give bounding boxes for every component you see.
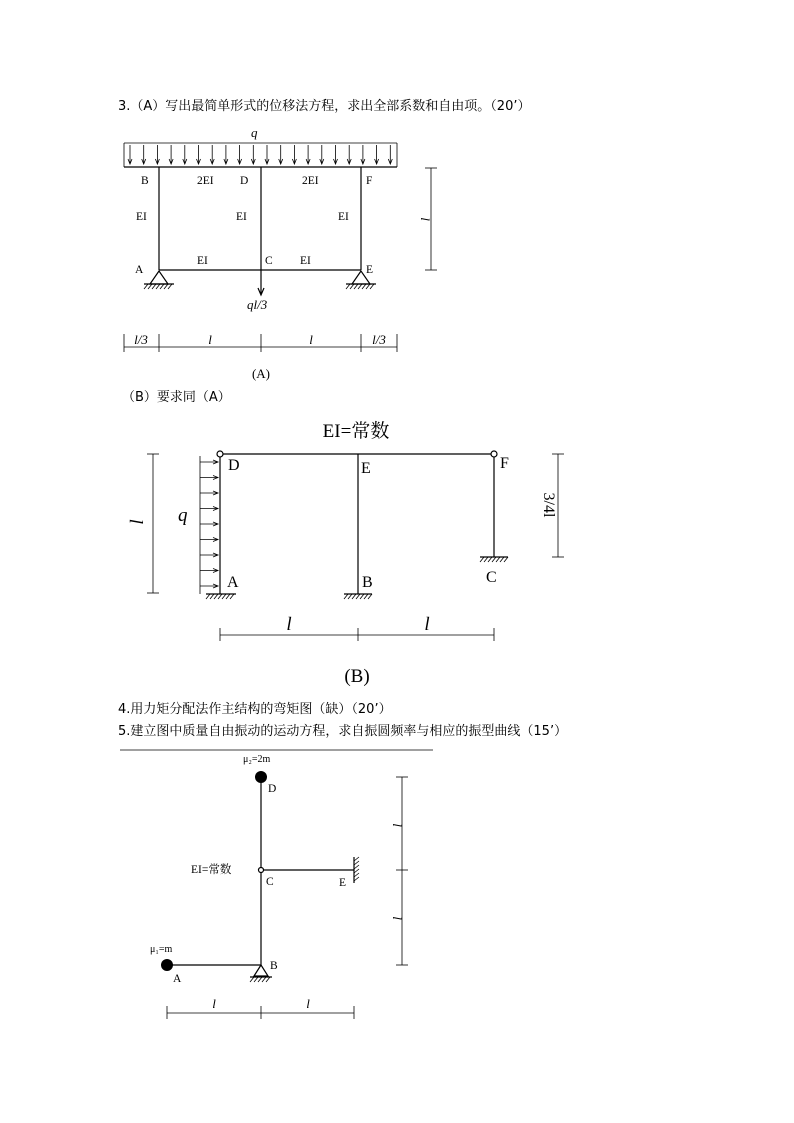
hatch-line <box>210 594 214 599</box>
dimension-label: l/3 <box>372 332 386 347</box>
dimension-label: l <box>306 996 310 1011</box>
hatch-line <box>500 557 504 562</box>
dimension-right <box>390 777 408 965</box>
node-label-c: C <box>266 876 274 888</box>
hatch-line <box>354 857 359 861</box>
node-label-a: A <box>135 264 144 276</box>
hatch-line <box>152 284 156 289</box>
load-arrow <box>279 145 283 164</box>
dimension-left <box>127 454 159 593</box>
dimension-label: l <box>424 614 430 635</box>
point-load-label: ql/3 <box>247 297 268 312</box>
hatch-line <box>214 594 218 599</box>
hatch-line <box>360 594 364 599</box>
stiffness-label-ef: EI <box>338 211 349 223</box>
hatch-line <box>358 284 362 289</box>
load-arrow <box>200 553 218 557</box>
dimension-bottom <box>124 332 397 352</box>
dimension-label: 3/4l <box>540 492 557 518</box>
fixed-wall-e <box>354 857 359 883</box>
hatch-line <box>488 557 492 562</box>
dimension-label: l <box>286 614 292 635</box>
node-label-d: D <box>240 175 249 187</box>
hatch-line <box>254 977 258 982</box>
node-label-a: A <box>173 973 182 985</box>
load-arrow <box>128 145 132 164</box>
load-arrow <box>251 145 255 164</box>
question-3b-text: （B）要求同（A） <box>122 390 231 405</box>
node-label-c: C <box>265 255 273 267</box>
hatch-line <box>344 594 348 599</box>
stiffness-note: EI=常数 <box>322 421 390 442</box>
stiffness-label-bd: 2EI <box>197 175 214 187</box>
hatch-line <box>262 977 266 982</box>
hatch-line <box>168 284 172 289</box>
node-label-e: E <box>361 460 371 477</box>
load-arrow <box>388 145 392 164</box>
load-arrow <box>306 145 310 164</box>
hatch-line <box>484 557 488 562</box>
figure-a <box>124 125 437 381</box>
hinge-d <box>217 451 223 457</box>
dimension-label: l <box>390 916 405 920</box>
hatch-line <box>206 594 210 599</box>
question-4-text: 4.用力矩分配法作主结构的弯矩图（缺）（20’） <box>118 702 392 717</box>
hatch-line <box>148 284 152 289</box>
pin-support-a <box>144 271 174 289</box>
hatch-line <box>496 557 500 562</box>
mass-a <box>161 959 173 971</box>
load-arrow <box>200 569 218 573</box>
load-arrow <box>224 145 228 164</box>
node-label-f: F <box>500 455 509 472</box>
stiffness-label-ce: EI <box>300 255 311 267</box>
hatch-line <box>480 557 484 562</box>
load-arrow <box>320 145 324 164</box>
dimension-label: l <box>127 519 148 525</box>
load-arrow <box>361 145 365 164</box>
hatch-line <box>230 594 234 599</box>
load-arrow <box>183 145 187 164</box>
figure-a-caption: (A) <box>251 366 271 381</box>
load-arrow <box>292 145 296 164</box>
dimension-label: l <box>212 996 216 1011</box>
fixed-support-a <box>206 594 236 599</box>
hatch-line <box>366 284 370 289</box>
pin-support-b <box>250 965 272 982</box>
hatch-line <box>354 865 359 869</box>
hatch-line <box>350 284 354 289</box>
hatch-line <box>354 284 358 289</box>
dimension-right <box>418 168 437 270</box>
point-load-arrow <box>258 270 264 295</box>
hatch-line <box>354 861 359 865</box>
node-label-b: B <box>141 175 149 187</box>
question-3-text: 3.（A）写出最简单形式的位移法方程，求出全部系数和自由项。（20’） <box>118 99 531 114</box>
load-q-label: q <box>251 125 258 140</box>
hatch-line <box>362 284 366 289</box>
hatch-line <box>354 873 359 877</box>
dimension-label: l <box>418 217 433 221</box>
hatch-line <box>370 284 374 289</box>
distributed-load-arrows <box>200 460 218 588</box>
load-arrow <box>200 584 218 588</box>
load-arrow <box>200 522 218 526</box>
stiffness-label-cd: EI <box>236 211 247 223</box>
hatch-line <box>226 594 230 599</box>
mass-left-label: μ₁=m <box>150 944 173 955</box>
hatch-line <box>364 594 368 599</box>
hatch-line <box>504 557 508 562</box>
hatch-line <box>348 594 352 599</box>
dimension-right <box>540 454 564 557</box>
node-label-d: D <box>228 457 240 474</box>
hatch-line <box>222 594 226 599</box>
load-arrow <box>169 145 173 164</box>
stiffness-note: EI=常数 <box>191 864 232 876</box>
hatch-line <box>266 977 270 982</box>
hatch-line <box>492 557 496 562</box>
load-arrow <box>200 491 218 495</box>
node-label-a: A <box>227 574 239 591</box>
mass-d <box>255 771 267 783</box>
node-label-e: E <box>366 264 374 276</box>
figure-b-caption: (B) <box>344 666 370 687</box>
dimension-label: l/3 <box>134 332 148 347</box>
dimension-label: l <box>390 823 405 827</box>
hatch-line <box>144 284 148 289</box>
hatch-line <box>354 869 359 873</box>
node-label-f: F <box>366 175 373 187</box>
fixed-support-b <box>344 594 372 599</box>
stiffness-label-ac: EI <box>197 255 208 267</box>
load-arrow <box>347 145 351 164</box>
fixed-support-c <box>480 557 508 562</box>
node-label-b: B <box>362 574 373 591</box>
load-arrow <box>197 145 201 164</box>
load-arrow <box>334 145 338 164</box>
load-arrow <box>142 145 146 164</box>
load-arrow <box>200 507 218 511</box>
pin-triangle <box>150 271 168 284</box>
hatch-line <box>354 877 359 881</box>
load-arrow <box>238 145 242 164</box>
dimension-label: l <box>309 332 313 347</box>
load-arrow <box>200 460 218 464</box>
hinge-c <box>259 868 264 873</box>
figure-5 <box>120 750 433 1019</box>
hatch-line <box>156 284 160 289</box>
node-label-b: B <box>270 960 278 972</box>
distributed-load-arrows <box>128 145 392 164</box>
load-arrow <box>155 145 159 164</box>
load-arrow <box>265 145 269 164</box>
dimension-bottom <box>220 614 494 641</box>
load-arrow <box>200 476 218 480</box>
dimension-label: l <box>208 332 212 347</box>
load-arrow <box>375 145 379 164</box>
node-label-e: E <box>339 877 347 889</box>
hatch-line <box>352 594 356 599</box>
stiffness-label-df: 2EI <box>302 175 319 187</box>
hatch-line <box>258 977 262 982</box>
hatch-line <box>346 284 350 289</box>
hatch-line <box>164 284 168 289</box>
hinge-f <box>491 451 497 457</box>
hatch-line <box>218 594 222 599</box>
node-label-d: D <box>268 783 277 795</box>
stiffness-label-ab: EI <box>136 211 147 223</box>
node-label-c: C <box>486 569 497 586</box>
load-arrow <box>200 538 218 542</box>
question-5-text: 5.建立图中质量自由振动的运动方程，求自振圆频率与相应的振型曲线（15’） <box>118 724 568 739</box>
hatch-line <box>368 594 372 599</box>
hatch-line <box>356 594 360 599</box>
figure-b <box>127 420 564 687</box>
load-q-label: q <box>178 505 188 526</box>
load-arrow <box>210 145 214 164</box>
dimension-bottom <box>167 996 354 1019</box>
pin-triangle <box>254 965 268 976</box>
hatch-line <box>160 284 164 289</box>
mass-top-label: μ₂=2m <box>243 754 271 765</box>
hatch-line <box>250 977 254 982</box>
